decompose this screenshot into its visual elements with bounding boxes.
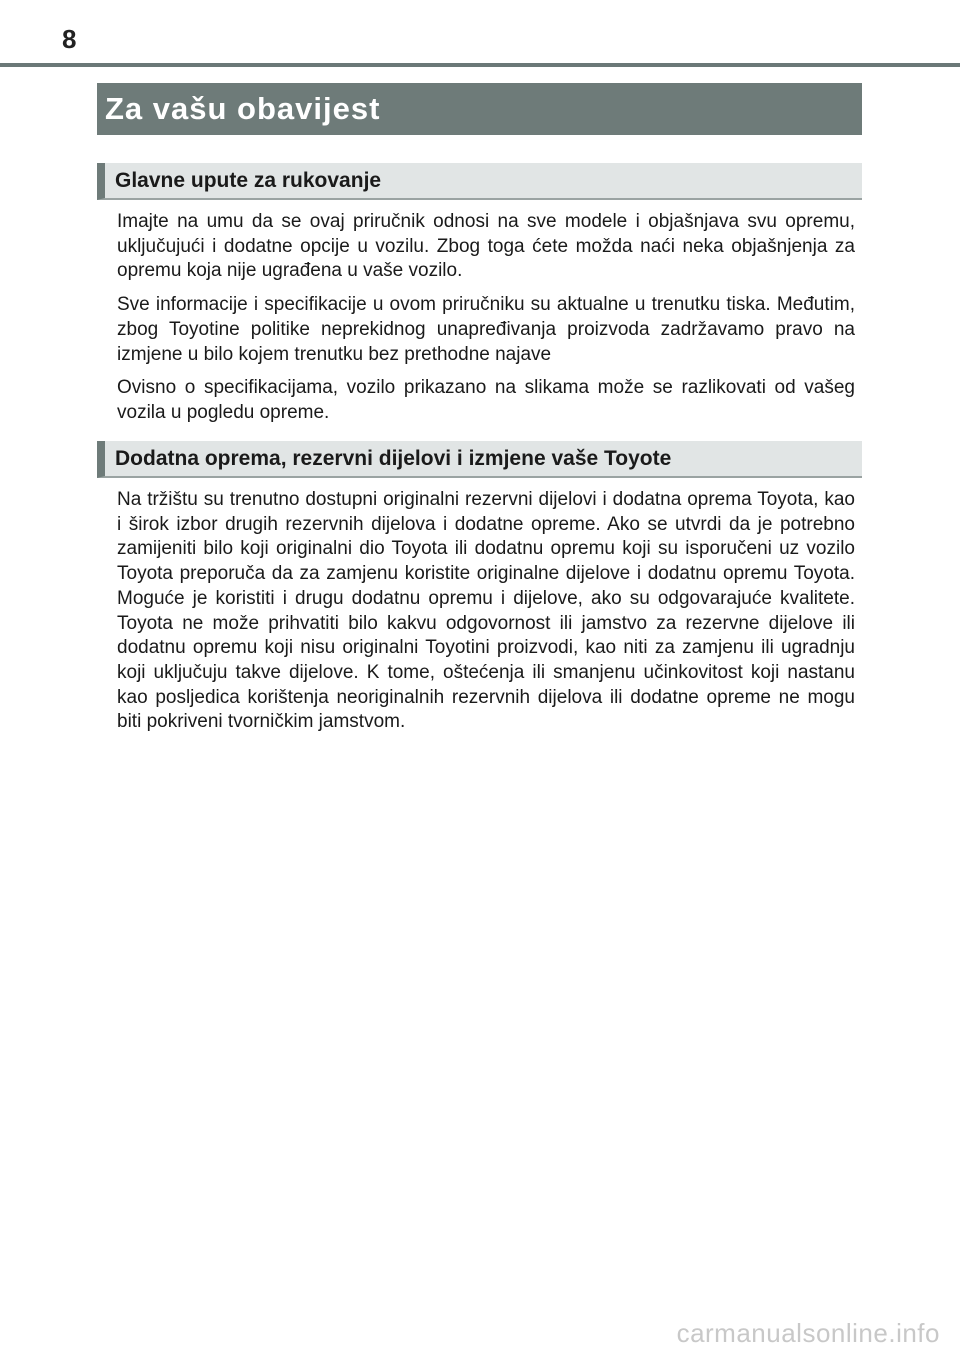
section-body-accessories: [117, 488, 855, 744]
paragraph: Imajte na umu da se ovaj priručnik odnosi na sve modele i objašnjava svu opremu, uključujući i dodatne opcije u vozilu. Zbog toga ćete možda naći neka objašnjenja za opremu koja nije ugrađena u vaše vozilo.: [117, 211, 855, 282]
section-header-accessories: Dodatna oprema, rezervni dijelovi i izmjene vaše Toyote: [97, 441, 862, 478]
page-number: 8: [62, 24, 77, 54]
paragraph: Ovisno o specifikacijama, vozilo prikazano na slikama može se razlikovati od vašeg vozila u pogledu opreme.: [117, 377, 855, 423]
paragraph: Na tržištu su trenutno dostupni originalni rezervni dijelovi i dodatna oprema Toyota, kao i širok izbor drugih rezervnih dijelova i dodatne opreme. Ako se utvrdi da je potrebno zamijeniti bilo koji originalni dio Toyota ili dodatnu opremu koji su isporučeni uz vozilo Toyota preporuča da za zamjenu koristite originalne dijelove i dodatnu opremu Toyota. Moguće je koristiti i drugu dodatnu opremu i dijelove, ako su odgovarajuće kvalitete. Toyota ne može prihvatiti bilo kakvu odgovornost ili jamstvo za rezervne dijelove ili dodatnu opremu koji nisu originalni Toyotini proizvodi, kao niti za zamjenu ili ugradnju koji uključuju takve dijelove. K tome, oštećenja ili smanjenu učinkovitost koji nastanu kao posljedica korištenja neoriginalnih rezervnih dijelova ili dodatne opreme ne mogu biti pokriveni tvorničkim jamstvom.: [117, 489, 855, 733]
watermark: carmanualsonline.info: [676, 1318, 940, 1348]
chapter-title: Za vašu obavijest: [97, 83, 862, 135]
paragraph: Sve informacije i specifikacije u ovom priručniku su aktualne u trenutku tiska. Međutim, zbog Toyotine politike neprekidnog unapređivanja proizvoda zadržavamo pravo na izmjene u bilo kojem trenutku bez prethodne najave: [117, 294, 855, 365]
section-body-handling: [117, 210, 855, 435]
top-rule: [0, 63, 960, 67]
section-header-handling: Glavne upute za rukovanje: [97, 163, 862, 200]
